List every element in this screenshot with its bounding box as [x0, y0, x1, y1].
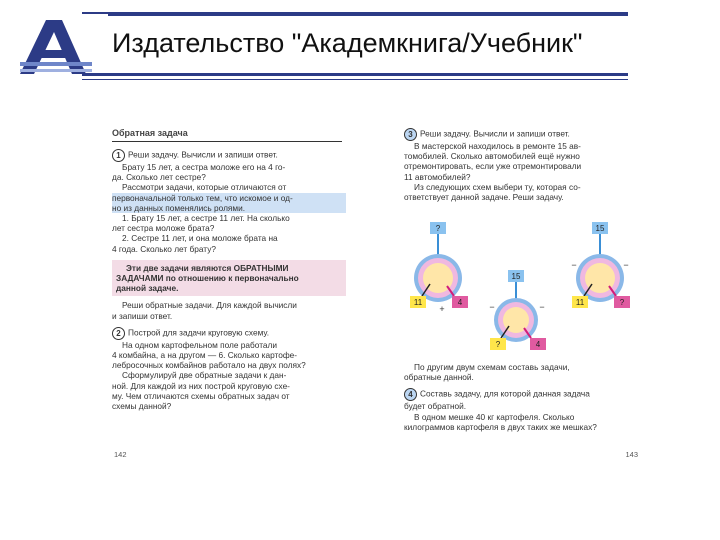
highlighted-text-line: но из данных поменялись ролями.: [112, 203, 346, 213]
page-number: 143: [625, 450, 638, 459]
text-line: Рассмотри задачи, которые отличаются от: [122, 182, 287, 193]
text-line: Составь задачу, для которой данная задача: [420, 389, 590, 400]
text-line: Брату 15 лет, а сестра моложе его на 4 го-: [122, 162, 286, 172]
text-line: схемы данной?: [112, 401, 172, 412]
minus-sign: −: [489, 302, 495, 312]
text-line: 4 года. Сколько лет брату?: [112, 243, 216, 254]
page-number: 142: [114, 450, 127, 459]
textbook-page-left: [112, 128, 346, 470]
text-line: обратные данной.: [404, 372, 474, 383]
definition-line: Эти две задачи являются ОБРАТНЫМИ: [126, 262, 289, 273]
scheme-value: 11: [413, 298, 423, 307]
text-line: будет обратной.: [404, 401, 467, 412]
text-line: Реши задачу. Вычисли и запиши ответ.: [420, 128, 570, 139]
definition-line: ЗАДАЧАМИ по отношению к первоначально: [116, 273, 299, 284]
header-bottom-rule: [82, 73, 628, 76]
circle-scheme-3: [571, 222, 630, 308]
text-line: Реши задачу. Вычисли и запиши ответ.: [128, 149, 278, 160]
scheme-value: ?: [495, 340, 501, 349]
text-line: ответствует данной задаче. Реши задачу.: [404, 192, 564, 203]
text-line: и запиши ответ.: [112, 310, 173, 321]
text-line: В одном мешке 40 кг картофеля. Сколько: [414, 411, 575, 422]
section-title: Обратная задача: [112, 128, 342, 142]
scheme-value: 11: [575, 298, 585, 307]
text-line: Сформулируй две обратные задачи к дан-: [122, 370, 287, 381]
right-page-lower-text: [404, 362, 640, 432]
text-line: Из следующих схем выбери ту, которая со-: [414, 181, 581, 192]
text-line: килограммов картофеля в двух таких же мешках?: [404, 421, 597, 432]
text-line: По другим двум схемам составь задачи,: [414, 362, 570, 372]
text-line: 2. Сестре 11 лет, и она моложе брата на: [122, 233, 278, 244]
scheme-value: ?: [435, 224, 441, 233]
text-line: лебросочных комбайнов работало на двух полях?: [112, 360, 306, 371]
text-line: В мастерской находилось в ремонте 15 ав-: [414, 141, 581, 151]
header-bottom-rule-thin: [82, 79, 628, 80]
definition-line: данной задаче.: [116, 283, 179, 294]
circle-scheme-1: [410, 222, 468, 314]
scheme-value: 15: [595, 224, 605, 233]
textbook-page-right: [404, 128, 640, 470]
text-line: томобилей. Сколько автомобилей ещё нужно: [404, 151, 580, 162]
scheme-value: 15: [511, 272, 521, 281]
highlighted-text-line: первоначальной только тем, что искомое и од-: [112, 193, 346, 203]
text-line: му. Чем отличаются схемы обратных задач от: [112, 390, 290, 401]
text-line: да. Сколько лет сестре?: [112, 172, 206, 183]
page-title: Издательство "Академкнига/Учебник": [112, 28, 583, 58]
text-line: отремонтировать, если уже отремонтировали: [404, 161, 582, 172]
text-line: 1. Брату 15 лет, а сестре 11 лет. На сколько: [122, 213, 290, 224]
task-number-badge: 4: [404, 388, 417, 401]
task-number-badge: 1: [112, 149, 125, 162]
definition-box: [112, 260, 346, 297]
publisher-logo-icon: [14, 14, 108, 78]
task-number-badge: 2: [112, 327, 125, 340]
task-number-badge: 3: [404, 128, 417, 141]
scheme-value: 4: [457, 298, 463, 307]
text-line: Реши обратные задачи. Для каждой вычисли: [122, 300, 297, 311]
circle-scheme-2: [489, 270, 546, 350]
scheme-value: ?: [619, 298, 625, 307]
text-line: ной. Для каждой из них построй круговую схе-: [112, 380, 290, 391]
minus-sign: −: [623, 260, 629, 270]
circle-schemes: [404, 220, 640, 356]
header-top-rule: [82, 12, 628, 16]
text-line: лет сестра моложе брата?: [112, 223, 215, 234]
text-line: 4 комбайна, а на другом — 6. Сколько картофе-: [112, 350, 298, 361]
minus-sign: −: [571, 260, 577, 270]
text-line: Построй для задачи круговую схему.: [128, 327, 270, 338]
plus-sign: +: [439, 304, 445, 314]
text-line: На одном картофельном поле работали: [122, 339, 277, 350]
minus-sign: −: [539, 302, 545, 312]
text-line: 11 автомобилей?: [404, 171, 471, 182]
presentation-header: [0, 0, 720, 86]
scheme-value: 4: [535, 340, 541, 349]
